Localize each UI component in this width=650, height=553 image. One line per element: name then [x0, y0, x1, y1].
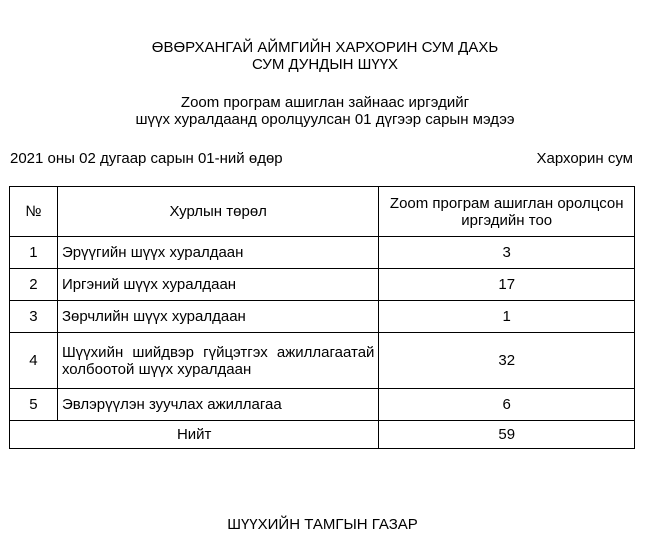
report-table	[9, 186, 635, 449]
header-participant-count: Zoom програм ашиглан оролцсон иргэдийн тоо	[379, 187, 635, 237]
title-line-1: ӨВӨРХАНГАЙ АЙМГИЙН ХАРХОРИН СУМ ДАХЬ	[151, 39, 499, 56]
row-participant-count: 1	[379, 301, 635, 333]
row-session-type: Иргэний шүүх хуралдаан	[57, 269, 378, 301]
table-header-row	[10, 187, 635, 237]
footer-signature-text: ШҮҮХИЙН ТАМГЫН ГАЗАР	[227, 516, 418, 533]
header-session-type: Хурлын төрөл	[57, 187, 378, 237]
total-count: 59	[379, 421, 635, 449]
row-participant-count: 6	[379, 389, 635, 421]
row-session-type: Зөрчлийн шүүх хуралдаан	[57, 301, 378, 333]
table-row	[10, 333, 635, 389]
table-row	[10, 301, 635, 333]
title-line-2: СУМ ДУНДЫН ШҮҮХ	[251, 56, 399, 73]
row-number: 4	[10, 333, 58, 389]
table-total-row	[10, 421, 635, 449]
header-number: №	[10, 187, 58, 237]
row-number: 1	[10, 237, 58, 269]
document-title	[0, 39, 650, 73]
row-participant-count: 3	[379, 237, 635, 269]
table-row	[10, 269, 635, 301]
row-participant-count: 32	[379, 333, 635, 389]
report-place: Хархорин сум	[536, 150, 633, 167]
row-session-type: Шүүхийн шийдвэр гүйцэтгэх ажиллагаатай холбоотой шүүх хуралдаан	[57, 333, 378, 389]
row-session-type: Эрүүгийн шүүх хуралдаан	[57, 237, 378, 269]
subtitle-line-1: Zoom програм ашиглан зайнаас иргэдийг	[180, 94, 470, 111]
row-participant-count: 17	[379, 269, 635, 301]
total-label: Нийт	[10, 421, 379, 449]
table-row	[10, 237, 635, 269]
row-number: 3	[10, 301, 58, 333]
row-number: 5	[10, 389, 58, 421]
row-session-type: Эвлэрүүлэн зуучлах ажиллагаа	[57, 389, 378, 421]
report-date: 2021 оны 02 дугаар сарын 01-ний өдөр	[10, 150, 283, 167]
table-row	[10, 389, 635, 421]
row-number: 2	[10, 269, 58, 301]
document-subtitle	[0, 94, 650, 128]
subtitle-line-2: шүүх хуралдаанд оролцуулсан 01 дүгээр сарын мэдээ	[135, 111, 515, 128]
